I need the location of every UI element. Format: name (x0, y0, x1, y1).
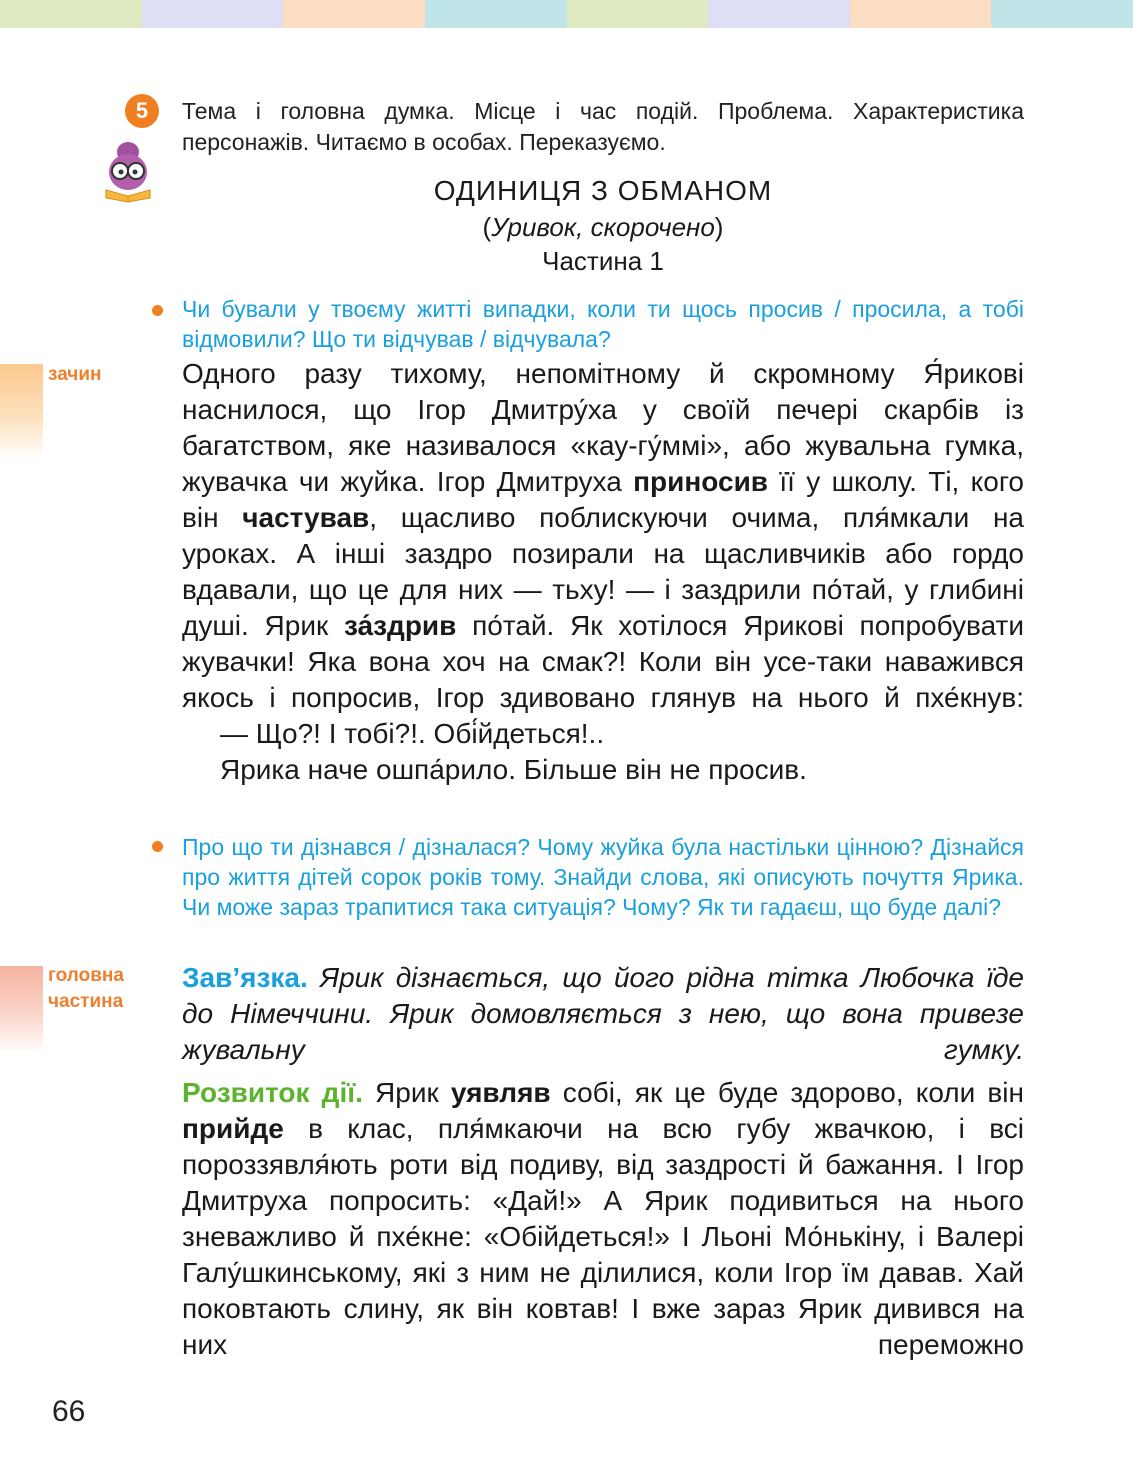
owl-reading-icon (100, 140, 156, 204)
side-label-intro: зачин (48, 364, 102, 385)
header-color-segment (991, 0, 1133, 28)
subtitle-italic: Уривок, скорочено (491, 212, 715, 242)
task-header: Тема і головна думка. Місце і час подій. Проблема. Характеристика персонажів. Читаємо в особах. Переказуємо. (182, 98, 1024, 155)
side-tab-main (0, 966, 43, 1054)
text-run: Ярик (362, 1077, 451, 1108)
text-run: собі, як це буде здорово, коли він (550, 1077, 1024, 1108)
bullet-icon (152, 305, 163, 316)
zavyazka-body: Ярик дізнається, що його рідна тітка Любочка їде до Німеччини. Ярик домовляється з нею, що вона привезе жувальну гумку. (182, 962, 1024, 1065)
header-color-segment (850, 0, 992, 28)
bold-verb: приносив (633, 466, 769, 497)
text-run: її у школу. Ті, кого він (182, 466, 1024, 533)
paragraph-1-text (182, 356, 1024, 716)
zavyazka-label: Зав’язка. (182, 962, 308, 993)
side-label-main-line2: частина (48, 991, 124, 1012)
header-color-segment (567, 0, 709, 28)
story-paragraph-1 (182, 356, 1024, 788)
text-run: по́тай. Як хотілося Ярикові попробувати жувачки! Яка вона хоч на смак?! Коли він усе-таки наважився якось і попросив, Ігор здивовано глянув на нього й пхе́кнув: (182, 610, 1024, 713)
subtitle-close-paren: ) (714, 212, 724, 242)
rozvytok-section (182, 1075, 1024, 1363)
text-run: Одного разу тихому, непомітному й скромному Я́рикові наснилося, що Ігор Дмитру́ха у своїй печері скарбів із багатством, яке називалося «кау-гу́ммі», або жувальна гумка, жувачка чи жуйка. Ігор Дмитруха (182, 358, 1024, 497)
story-paragraph-2: Ярика наче ошпа́рило. Більше він не просив. (220, 754, 807, 785)
task-number-badge: 5 (125, 94, 159, 128)
text-run: , щасливо поблискуючи очима, пля́мкали на уроках. А інші заздро позирали на щасливчиків або гордо вдавали, що це для них — тьху! — і заздрили по́тай, у глибині душі. Ярик (182, 502, 1025, 641)
side-tab-intro (0, 364, 43, 459)
question-after-reading: Про що ти дізнався / дізналася? Чому жуйка була настільки цінною? Дізнайся про життя дітей сорок років тому. Знайди слова, які описують почуття Ярика. Чи може зараз трапитися така ситуація? Чому? Як ти гадаєш, що буде далі? (182, 834, 1024, 920)
dialogue-line: — Що?! І тобі?!. Обі́йдеться!.. (220, 718, 605, 749)
question-before-reading: Чи бували у твоєму житті випадки, коли ти щось просив / просила, а тобі відмовили? Що ти відчував / відчувала? (182, 296, 1024, 352)
header-color-segment (0, 0, 142, 28)
text-run: в клас, пля́мкаючи на всю губу жвачкою, і всі пороззявля́ють роти від подиву, від заздрості й бажання. І Ігор Дмитруха попросить: «Дай!» А Ярик подивиться на нього зневажливо й пхе́кне: «Обійдеться!» І Льоні Мо́нькіну, і Валері Галу́шкинському, які з ним не ділилися, коли Ігор їм давав. Хай поковтають слину, як він ковтав! І вже зараз Ярик дивився на них переможно (182, 1113, 1024, 1360)
header-color-segment (142, 0, 284, 28)
rozvytok-label: Розвиток дії. (182, 1077, 363, 1108)
bold-verb: уявляв (450, 1077, 551, 1108)
rozvytok-text (182, 1075, 1024, 1363)
subtitle-open-paren: ( (482, 212, 492, 242)
zavyazka-section (182, 960, 1024, 1068)
page-number: 66 (52, 1395, 86, 1428)
story-part: Частина 1 (542, 246, 664, 276)
bullet-icon (152, 841, 163, 852)
header-color-bar (0, 0, 1133, 28)
side-label-main-line1: головна (48, 965, 124, 986)
story-title: ОДИНИЦЯ З ОБМАНОМ (433, 175, 773, 206)
story-title-block (182, 172, 1024, 278)
bold-verb: за́здрив (344, 610, 457, 641)
story-subtitle (182, 210, 1024, 244)
header-color-segment (708, 0, 850, 28)
bold-verb: частував (242, 502, 370, 533)
header-color-segment (283, 0, 425, 28)
bold-verb: прийде (182, 1113, 284, 1144)
side-label-main (48, 963, 124, 1015)
header-color-segment (425, 0, 567, 28)
zavyazka-text (182, 960, 1024, 1068)
